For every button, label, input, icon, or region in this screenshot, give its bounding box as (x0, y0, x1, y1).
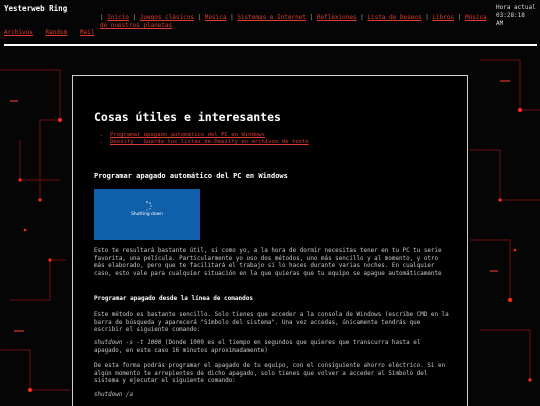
site-header (0, 0, 540, 46)
shutdown-screenshot (94, 189, 200, 240)
toc-item (110, 132, 309, 139)
nav-sistemas-internet[interactable]: Sistemas e Internet (237, 14, 306, 21)
loading-spinner-icon (142, 201, 152, 211)
toc-link-apagado[interactable]: Programar apagado automático del PC en Windows (110, 132, 265, 138)
nav-juegos-clasicos[interactable]: Juegos clásicos (139, 14, 194, 21)
nav-inicio[interactable]: Inicio (107, 14, 129, 21)
command-cancel (94, 392, 450, 400)
brand (4, 4, 100, 38)
clock-label: Hora actual (496, 4, 536, 11)
command-shutdown-timer: shutdown -s -t 1000 (94, 340, 162, 346)
nav-lista-deseos[interactable]: Lista de Deseos (367, 14, 422, 21)
nav-musica[interactable]: Música (204, 14, 227, 21)
method-paragraph: Este método es bastante sencillo. Solo tienes que acceder a la consola de Windows (escribe CMD en la barra de búsqueda y aparecerá "Símbolo del sistema". Una vez accedas, únicamente tendrás que escribir el siguiente comando: (94, 312, 449, 333)
command-line (94, 340, 450, 355)
clock (496, 4, 540, 28)
brand-links (4, 19, 100, 38)
content-panel (72, 75, 468, 406)
main-nav: | Inicio | Juegos clásicos | Música | Sistemas e Internet | Reflexiones | Lista de Deseos | Libros | Música de nuestros planetas (100, 14, 487, 29)
site-title: Yesterweb Ring (4, 4, 68, 13)
clock-time: 03:28:18 (496, 12, 525, 19)
page-title: Cosas útiles e interesantes (94, 110, 281, 124)
clock-ampm: AM (496, 20, 504, 27)
mail-link[interactable]: Mail (79, 29, 95, 36)
cancel-paragraph: De esta forma podrás programar el apagado de tu equipo, con el consiguiente ahorro eléctrico. Si en algún momento te arrepientes de dicho apagado, solo tienes que volver a acceder al Símbolo del sistema y ejecutar el siguiente comando: (94, 363, 446, 384)
section-title: Programar apagado automático del PC en Windows (94, 172, 288, 180)
archivos-link[interactable]: Archivos (4, 29, 33, 36)
subheading: Programar apagado desde la línea de comandos (94, 295, 253, 302)
nav-musica-planetas[interactable]: Música de nuestros planetas (100, 14, 487, 29)
nav-reflexiones[interactable]: Reflexiones (316, 14, 357, 21)
header-divider (4, 44, 537, 46)
intro-paragraph: Esto te resultará bastante útil, si como yo, a la hora de dormir necesitas tener en tu PC tu serie favorita, una película. Particularmente yo uso dos métodos, uno más sencillo y al momento, y otro más elaborado, pero que te facilitará el trabajo si lo haces durante varias noches. En cualquier caso, esto vale para cualquier situación en la que quieras que tu equipo se apague automáticamente (94, 248, 442, 277)
command-shutdown-abort: shutdown /a (94, 392, 134, 398)
toc-link-deezify[interactable]: Deezify - Guarda tus listas de Deezify en archivos de texto (110, 139, 309, 145)
shutdown-label: Shutting down (131, 212, 163, 217)
random-link[interactable]: Random (45, 29, 68, 36)
nav-libros[interactable]: Libros (432, 14, 455, 21)
toc-item (110, 139, 309, 146)
command-note: (Donde 1000 es el tiempo en segundos que quieres que transcurra hasta el apagado, en este caso 16 minutos aproximadamente) (94, 340, 421, 354)
table-of-contents (104, 132, 309, 146)
